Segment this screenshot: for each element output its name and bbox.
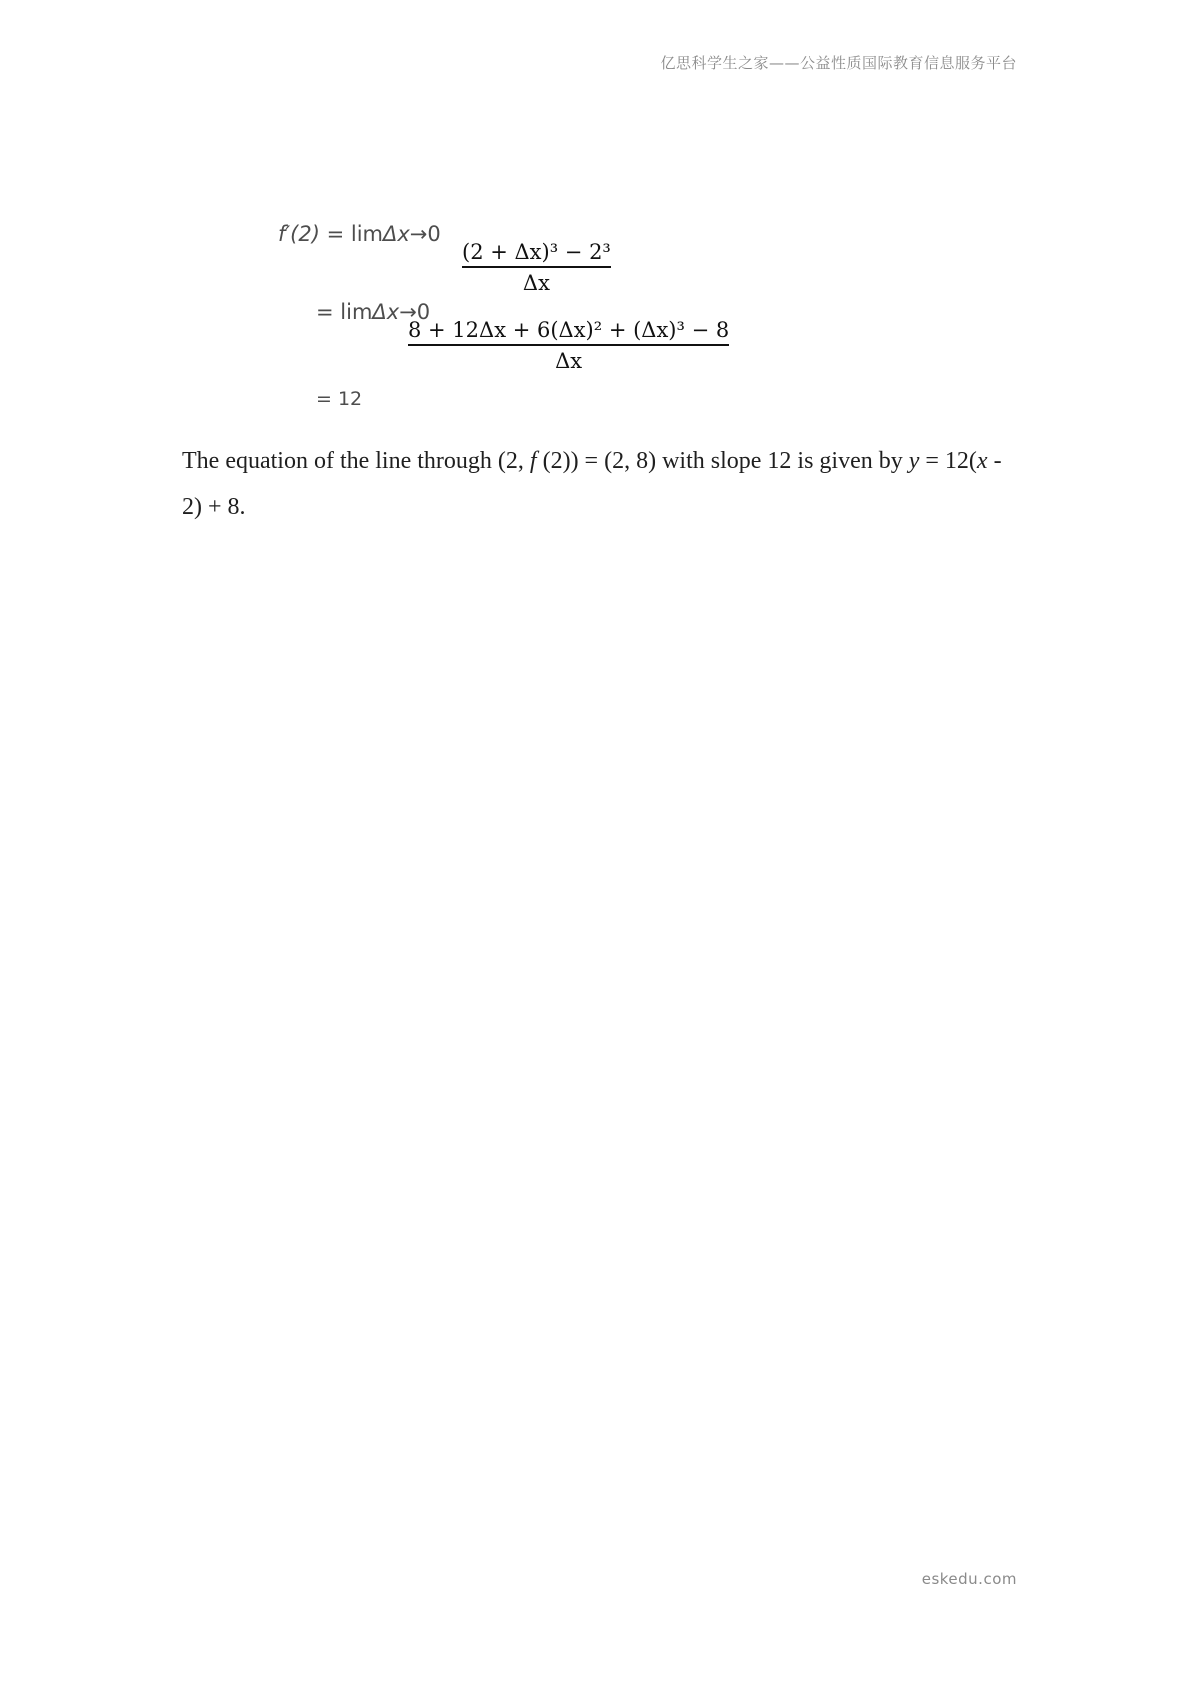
- fraction-1-denominator: Δx: [522, 270, 550, 295]
- difference-quotient-fraction-1: [462, 239, 611, 296]
- paragraph-variable-y: y: [908, 448, 920, 474]
- function-notation: f′(2): [278, 222, 320, 246]
- limit-variable: Δx: [372, 300, 400, 324]
- expanded-quotient-fraction-2: [408, 317, 729, 374]
- derivative-limit-derivation: [270, 222, 790, 412]
- fraction-2-numerator: 8 + 12Δx + 6(Δx)² + (Δx)³ − 8: [408, 318, 730, 342]
- paragraph-text-3: = 12(: [919, 448, 977, 474]
- paragraph-function-f: f: [529, 448, 537, 474]
- limit-arrow: →0: [409, 222, 441, 246]
- limit-result-label: = 12: [316, 388, 363, 410]
- paragraph-text-4: - 2) + 8.: [182, 448, 1002, 520]
- page-header-site-name: 亿思科学生之家——公益性质国际教育信息服务平台: [660, 54, 1017, 72]
- fraction-2-denominator: Δx: [555, 348, 583, 373]
- fraction-1-bar: [462, 266, 611, 268]
- fraction-2-bar: [408, 344, 729, 346]
- limit-arrow: →0: [399, 300, 431, 324]
- limit-variable: Δx: [383, 222, 410, 246]
- paragraph-text-1: The equation of the line through (2,: [182, 448, 530, 474]
- paragraph-text-2: (2)) = (2, 8) with slope 12 is given by: [536, 448, 909, 474]
- limit-operator: = lim: [316, 300, 373, 324]
- fraction-1-numerator: (2 + Δx)³ − 2³: [462, 240, 611, 264]
- limit-line-1-label: [278, 222, 441, 246]
- tangent-line-paragraph: [182, 438, 1012, 530]
- paragraph-variable-x: x: [976, 448, 988, 474]
- page-footer-site-url: eskedu.com: [921, 1570, 1017, 1588]
- limit-operator: = lim: [319, 222, 383, 246]
